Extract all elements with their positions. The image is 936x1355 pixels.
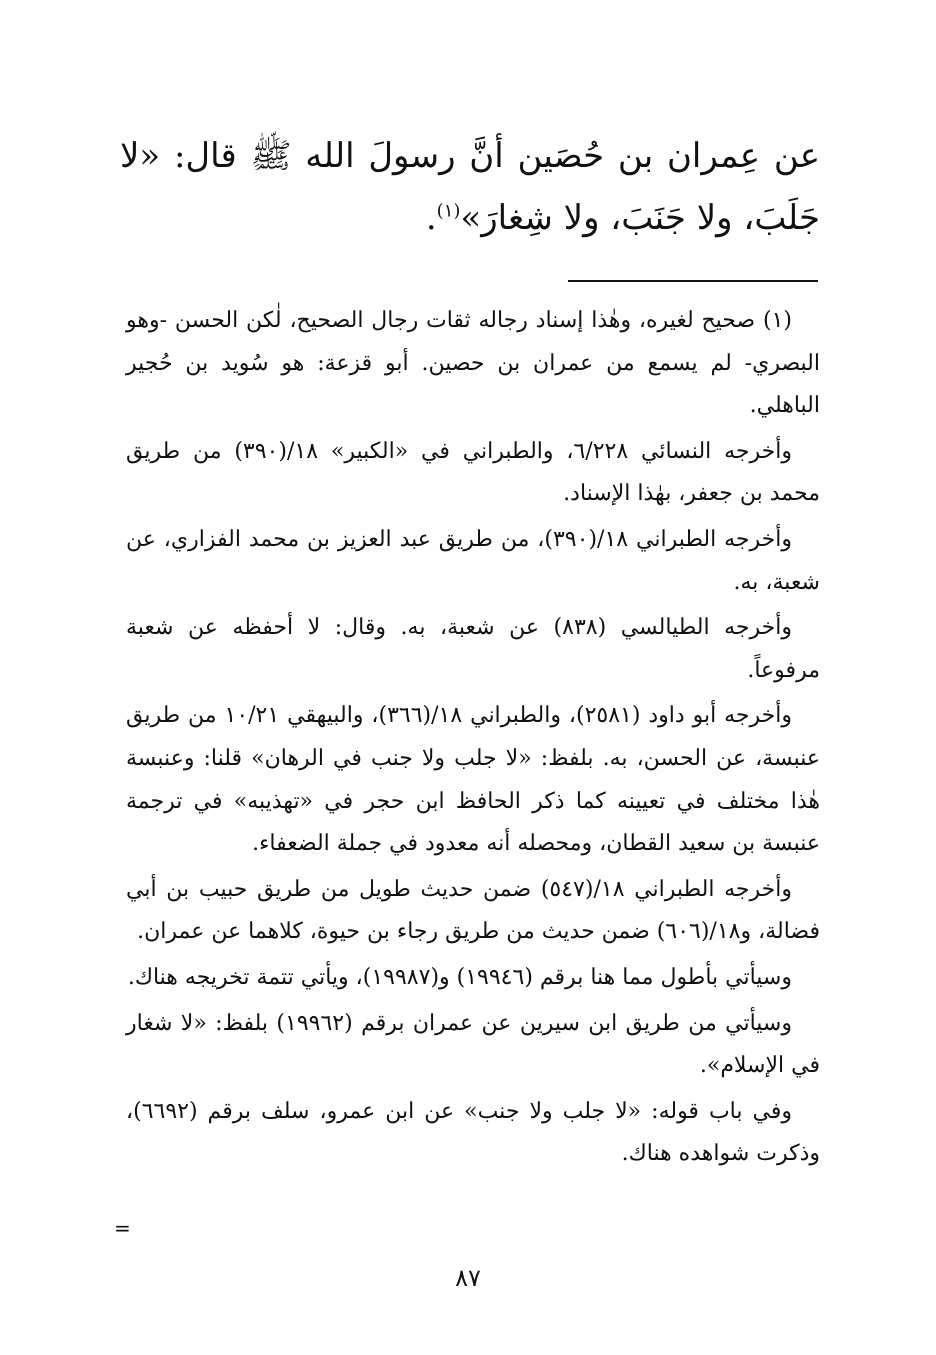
hadith-end: .: [425, 198, 437, 238]
footnote-paragraph: وفي باب قوله: «لا جلب ولا جنب» عن ابن عمرو، سلف برقم (٦٦٩٢)، وذكرت شواهده هناك.: [126, 1098, 820, 1167]
footnote-paragraph: وأخرجه الطيالسي (٨٣٨) عن شعبة، به. وقال: لا أحفظه عن شعبة مرفوعاً.: [126, 615, 820, 683]
footnote-marker: (١): [436, 200, 461, 222]
footnote-paragraph: (١) صحيح لغيره، وهٰذا إسناد رجاله ثقات رجال الصحيح، لٰكن الحسن -وهو البصري- لم يسمع من عمران بن حصين. أبو قزعة: هو سُويد بن حُجير الباهلي.: [126, 308, 820, 419]
continuation-mark: =: [114, 1216, 131, 1240]
hadith-paragraph: [120, 125, 820, 249]
footnote-paragraph: وسيأتي من طريق ابن سيرين عن عمران برقم (١٩٩٦٢) بلفظ: «لا شغار في الإسلام».: [126, 1010, 820, 1079]
footnote-paragraph: وأخرجه أبو داود (٢٥٨١)، والطبراني ١٨/(٣٦٦)، والبيهقي ١٠/٢١ من طريق عنبسة، عن الحسن، به. بلفظ: «لا جلب ولا جنب في الرهان» قلنا: وعنبسة هٰذا مختلف في تعيينه كما ذكر الحافظ ابن حجر في «تهذيبه» في ترجمة عنبسة بن سعيد القطان، ومحصله أنه معدود في جملة الضعفاء.: [126, 703, 820, 857]
footnotes: [126, 300, 820, 1179]
footnote-separator: [568, 280, 818, 282]
footnote-paragraph: وأخرجه النسائي ٦/٢٢٨، والطبراني في «الكبير» ١٨/(٣٩٠) من طريق محمد بن جعفر، بهٰذا الإسناد.: [126, 438, 820, 507]
hadith-body: عن عِمران بن حُصَين أنَّ رسولَ الله ﷺ قال: «لا جَلَبَ، ولا جَنَبَ، ولا شِغارَ»: [120, 136, 820, 238]
hadith-text: [120, 125, 820, 249]
footnote-paragraph: وأخرجه الطبراني ١٨/(٣٩٠)، من طريق عبد العزيز بن محمد الفزاري، عن شعبة، به.: [126, 526, 820, 595]
page-number: ٨٧: [455, 1264, 481, 1292]
footnote-paragraph: وسيأتي بأطول مما هنا برقم (١٩٩٤٦) و(١٩٩٨٧)، ويأتي تتمة تخريجه هناك.: [127, 964, 792, 990]
footnote-paragraph: وأخرجه الطبراني ١٨/(٥٤٧) ضمن حديث طويل من طريق حبيب بن أبي فضالة، و١٨/(٦٠٦) ضمن حديث من طريق رجاء بن حيوة، كلاهما عن عمران.: [126, 876, 820, 945]
